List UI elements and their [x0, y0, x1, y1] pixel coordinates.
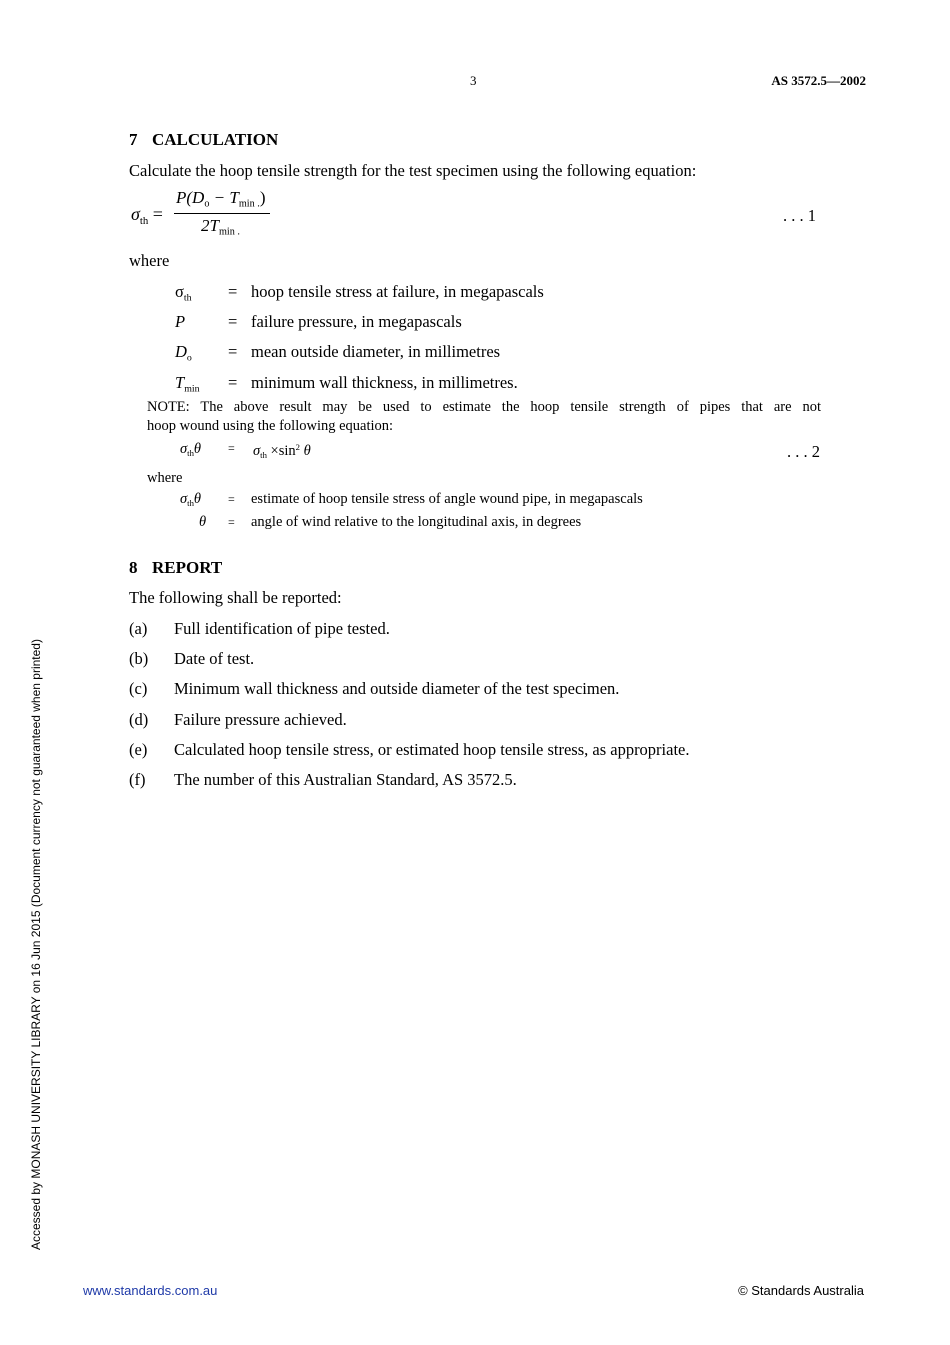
eq1-num-close: ) — [259, 188, 266, 207]
def-text: mean outside diameter, in millimetres — [251, 342, 501, 361]
note-def-symbol-theta: θ — [199, 514, 207, 530]
def-symbol-sigma-th: $\sigma_{th}$ — [175, 282, 192, 304]
report-item-label: (e) — [129, 740, 148, 759]
report-item-text: Failure pressure achieved. — [174, 710, 347, 729]
section-8-number: 8 — [129, 558, 138, 577]
eq1-num-o: o — [204, 198, 210, 210]
section-7-heading — [129, 130, 278, 150]
def-text: failure pressure, in megapascals — [251, 312, 462, 331]
eq2-lhs: $\sigma_{th}\theta$ — [180, 441, 202, 459]
report-item-label: (d) — [129, 710, 149, 729]
eq1-num-min: min . — [238, 198, 260, 210]
eq1-denominator — [201, 216, 240, 236]
section-8-heading — [129, 558, 222, 578]
def-equals: = — [228, 312, 238, 331]
eq2-equals: = — [228, 441, 235, 455]
report-item-text: Date of test. — [174, 649, 255, 668]
section-7-number: 7 — [129, 130, 138, 149]
note-def-equals: = — [228, 515, 235, 529]
section-8-intro: The following shall be reported: — [129, 588, 342, 607]
report-item-text: The number of this Australian Standard, AS 3572.5. — [174, 770, 517, 789]
eq1-lhs-sigma: σ — [131, 204, 140, 224]
def-equals: = — [228, 282, 238, 301]
copyright-notice: © Standards Australia — [738, 1283, 864, 1298]
section-7-title: CALCULATION — [152, 130, 279, 149]
document-id: AS 3572.5—2002 — [771, 73, 866, 88]
note-def-symbol-sigma-theta: $\sigma_{th}\theta$ — [180, 491, 202, 509]
note-def-equals: = — [228, 492, 235, 506]
section-7-intro: Calculate the hoop tensile strength for the test specimen using the following equation: — [129, 161, 697, 180]
section-8-title: REPORT — [152, 558, 223, 577]
eq1-den-2t: 2T — [201, 216, 219, 235]
def-equals: = — [228, 373, 238, 392]
def-text: hoop tensile stress at failure, in megapascals — [251, 282, 544, 301]
def-symbol-p: P — [175, 312, 186, 331]
eq1-fraction-line — [174, 213, 270, 214]
report-item-text: Minimum wall thickness and outside diameter of the test specimen. — [174, 679, 620, 698]
where-label: where — [129, 251, 170, 270]
eq1-num-minus: − T — [209, 188, 239, 207]
note-line-1: NOTE: The above result may be used to estimate the hoop tensile strength of pipes that are not — [147, 399, 821, 415]
note-where-label: where — [147, 470, 183, 486]
eq1-lhs-sub: th — [139, 214, 149, 227]
note-def-text: estimate of hoop tensile stress of angle wound pipe, in megapascals — [251, 491, 643, 507]
note-line-2: hoop wound using the following equation: — [147, 418, 394, 434]
eq1-den-sub: min . — [218, 226, 240, 238]
access-watermark: Accessed by MONASH UNIVERSITY LIBRARY on 16 Jun 2015 (Document currency not guaranteed when printed) — [29, 639, 43, 1250]
report-item-text: Full identification of pipe tested. — [174, 619, 390, 638]
eq1-reference: . . . 1 — [783, 206, 816, 225]
def-symbol-tmin: $T_{min}$ — [175, 373, 200, 395]
eq2-rhs: $\sigma_{th} \times\sin^2$ θ — [253, 441, 311, 461]
eq2-reference: . . . 2 — [787, 442, 820, 461]
note-def-text: angle of wind relative to the longitudinal axis, in degrees — [251, 514, 582, 530]
report-item-label: (f) — [129, 770, 146, 789]
def-text: minimum wall thickness, in millimetres. — [251, 373, 518, 392]
report-item-label: (c) — [129, 679, 148, 698]
report-item-label: (a) — [129, 619, 148, 638]
report-item-text: Calculated hoop tensile stress, or estimated hoop tensile stress, as appropriate. — [174, 740, 690, 759]
eq1-numerator — [176, 188, 265, 208]
report-item-label: (b) — [129, 649, 149, 668]
def-symbol-do: $D_o$ — [175, 342, 192, 364]
eq1-num-p: P(D — [176, 188, 205, 207]
eq1-equals: = — [152, 204, 163, 224]
eq1-lhs — [131, 204, 163, 225]
standards-website-link[interactable]: www.standards.com.au — [83, 1283, 218, 1298]
def-equals: = — [228, 342, 238, 361]
page-number: 3 — [470, 73, 477, 88]
